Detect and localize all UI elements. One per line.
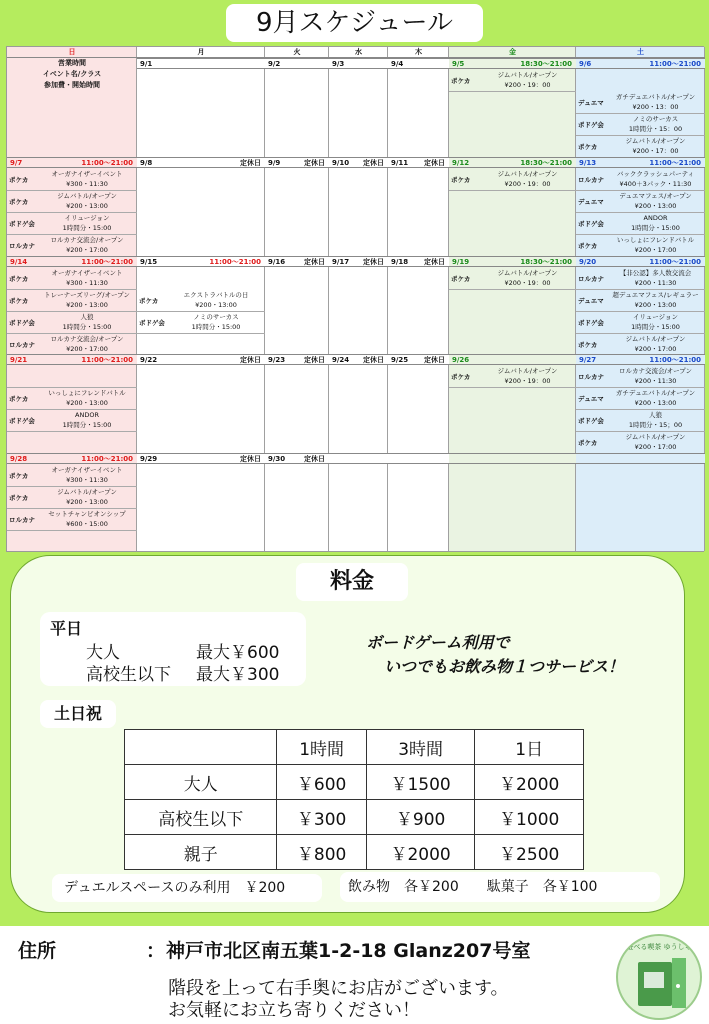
event-category: ポケカ [9, 176, 29, 184]
week-date-header [388, 453, 449, 464]
week-date-header [7, 256, 137, 267]
event-item [576, 136, 705, 158]
event-category: デュエマ [578, 297, 604, 305]
event-name: ジムバトル/オープン [497, 269, 558, 277]
event-time: ¥200・17:00 [634, 246, 677, 254]
week-date-header [137, 354, 265, 365]
service-line-2: いつでもお飲み物１つサービス！ [384, 657, 625, 676]
event-item [576, 169, 705, 191]
event-item [137, 290, 265, 312]
event-item [449, 70, 576, 92]
price-cell: 親子 [125, 835, 277, 870]
date-label: 9/4 [391, 60, 404, 68]
price-cell: ￥2000 [366, 835, 475, 870]
event-category: デュエマ [578, 198, 604, 206]
event-item [449, 169, 576, 191]
event-item [576, 334, 705, 356]
price-cell: ￥600 [277, 765, 366, 800]
event-item [576, 235, 705, 257]
date-label: 9/17 [332, 258, 350, 266]
event-category: ポケカ [9, 494, 29, 502]
hours-label: 定休日 [304, 258, 325, 266]
date-label: 9/29 [140, 455, 158, 463]
price-cell: ￥900 [366, 800, 475, 835]
event-category: ロルカナ [578, 373, 604, 381]
day-column [329, 47, 388, 551]
event-name: イリュージョン [64, 214, 110, 222]
day-column [388, 47, 449, 551]
date-label: 9/28 [10, 455, 28, 463]
date-label: 9/11 [391, 159, 409, 167]
hours-label: 11:00～21:00 [81, 159, 133, 167]
price-cell: ￥300 [277, 800, 366, 835]
event-name: ジムバトル/オープン [57, 488, 117, 496]
event-name: イリュージョン [632, 313, 679, 321]
event-time: ¥200・17:00 [634, 345, 677, 353]
event-time: ¥200・13:00 [634, 202, 677, 210]
hours-label: 定休日 [240, 159, 261, 167]
hours-label: 定休日 [363, 258, 384, 266]
week-date-header [329, 157, 388, 168]
price-cell: ￥2500 [475, 835, 584, 870]
event-time: ¥200・19：00 [504, 81, 551, 89]
event-name: ジムバトル/オープン [57, 192, 117, 200]
event-category: ロルカナ [578, 176, 604, 184]
event-category: ポケカ [9, 198, 29, 206]
event-time: ¥200・13:00 [66, 498, 108, 506]
shop-logo [616, 934, 702, 1020]
event-category: ポケカ [578, 242, 598, 250]
week-date-header [449, 453, 576, 464]
hours-label: 11:00～21:00 [649, 159, 701, 167]
week-date-header [265, 157, 329, 168]
event-name: ガチデュエバトル/オープン [615, 389, 696, 397]
price-header-cell [125, 730, 277, 765]
address-colon: ： [146, 940, 166, 962]
date-label: 9/21 [10, 356, 28, 364]
date-label: 9/24 [332, 356, 350, 364]
event-name: ジムバトル/オープン [625, 137, 686, 145]
event-item [137, 312, 265, 334]
event-time: ¥200・13:00 [66, 399, 108, 407]
week-date-header [265, 354, 329, 365]
week-date-header [576, 354, 705, 365]
event-name: 人狼 [80, 313, 94, 321]
hours-label: 11:00～21:00 [81, 356, 133, 364]
event-item [7, 388, 137, 410]
event-category: ポケカ [9, 297, 29, 305]
event-category: ボドゲ会 [578, 319, 604, 327]
week-date-header [388, 354, 449, 365]
day-header: 日 [7, 47, 137, 58]
weekday-fee-box [40, 612, 306, 686]
event-name: ジムバトル/オープン [497, 367, 558, 375]
date-label: 9/13 [579, 159, 597, 167]
event-time: ¥200・13:00 [66, 202, 108, 210]
event-category: ポドゲ会 [578, 121, 604, 129]
date-label: 9/18 [391, 258, 409, 266]
price-header-cell: 1時間 [277, 730, 366, 765]
event-category: ポケカ [451, 77, 471, 85]
event-time: ¥300・11:30 [66, 180, 108, 188]
event-time: ¥300・11:30 [66, 279, 108, 287]
event-name: バッククラッシュパーティ [616, 170, 695, 178]
event-item [7, 290, 137, 312]
event-category: ポケカ [578, 439, 598, 447]
date-label: 9/2 [268, 60, 281, 68]
event-time: ¥200・13:00 [634, 399, 677, 407]
week-date-header [388, 58, 449, 69]
page-title: 9月スケジュール [226, 4, 483, 42]
event-item [576, 432, 705, 454]
date-label: 9/15 [140, 258, 158, 266]
price-table-row [125, 800, 584, 835]
date-label: 9/19 [452, 258, 470, 266]
week-date-header [329, 256, 388, 267]
date-label: 9/20 [579, 258, 597, 266]
week-date-header [576, 453, 705, 464]
event-category: ポケカ [9, 275, 29, 283]
legend-labels [7, 58, 137, 91]
event-category: ロルカナ [578, 275, 604, 283]
hours-label: 11:00～21:00 [81, 258, 133, 266]
hours-label: 11:00～21:00 [209, 258, 261, 266]
event-time: 1時間分・15:00 [631, 224, 680, 232]
duel-space-note: デュエルスペースのみ利用 ￥200 [52, 874, 322, 902]
event-category: ポケカ [9, 472, 29, 480]
address-label: 住所 [18, 940, 57, 962]
hours-label: 18:30～21:00 [520, 258, 572, 266]
date-label: 9/3 [332, 60, 345, 68]
address: 神戸市北区南五葉1-2-18 Glanz207号室 [166, 940, 531, 962]
event-name: いっしょにフレンドバトル [48, 389, 126, 397]
week-date-header [137, 453, 265, 464]
price-table-row [125, 765, 584, 800]
hours-label: 11:00～21:00 [649, 60, 701, 68]
event-item [449, 268, 576, 290]
weekday-adult-label: 大人 [86, 643, 120, 663]
hours-label: 定休日 [424, 258, 445, 266]
event-item [7, 191, 137, 213]
date-label: 9/10 [332, 159, 350, 167]
date-label: 9/9 [268, 159, 281, 167]
week-date-header [449, 256, 576, 267]
event-time: ¥200・13:00 [195, 301, 237, 309]
week-date-header [137, 157, 265, 168]
event-time: ¥200・19：00 [504, 279, 551, 287]
event-time: 1時間分・15；00 [628, 421, 683, 429]
event-name: 【非公認】多人数交流会 [619, 269, 692, 277]
event-category: ポケカ [9, 395, 29, 403]
week-date-header [329, 354, 388, 365]
week-date-header [576, 256, 705, 267]
event-category: ボドゲ会 [9, 417, 35, 425]
event-item [576, 191, 705, 213]
event-item [7, 487, 137, 509]
weekday-label: 平日 [50, 619, 83, 638]
day-header: 土 [576, 47, 705, 58]
event-name: ロルカナ交流会/オープン [618, 367, 693, 375]
week-date-header [7, 453, 137, 464]
event-item [7, 312, 137, 334]
legend-line: 営業時間 [58, 59, 86, 67]
event-item [576, 312, 705, 334]
day-column [449, 47, 576, 551]
week-date-header [449, 157, 576, 168]
event-name: ジムバトル/オープン [625, 433, 686, 441]
hours-label: 定休日 [363, 159, 384, 167]
hours-label: 定休日 [424, 159, 445, 167]
event-category: ボドゲ会 [9, 220, 35, 228]
price-cell: ￥2000 [475, 765, 584, 800]
date-label: 9/25 [391, 356, 409, 364]
event-time: 1時間分・15：00 [628, 125, 683, 133]
hours-label: 定休日 [240, 455, 261, 463]
event-name: オーガナイザーイベント [51, 466, 123, 474]
drinks-note: 飲み物 各￥200 駄菓子 各￥100 [340, 872, 660, 902]
date-label: 9/12 [452, 159, 470, 167]
date-label: 9/7 [10, 159, 23, 167]
date-label: 9/14 [10, 258, 28, 266]
event-time: ¥200・19：00 [504, 377, 551, 385]
event-item [7, 465, 137, 487]
week-date-header [388, 256, 449, 267]
week-date-header [449, 58, 576, 69]
hours-label: 18:30～21:00 [520, 159, 572, 167]
event-item [7, 268, 137, 290]
date-label: 9/26 [452, 356, 470, 364]
date-label: 9/27 [579, 356, 597, 364]
price-table-header [125, 730, 584, 765]
date-label: 9/22 [140, 356, 158, 364]
event-time: ¥200・13:00 [66, 301, 108, 309]
event-item [7, 334, 137, 356]
event-item [7, 509, 137, 531]
event-time: ¥200・19：00 [504, 180, 551, 188]
event-name: ロルカナ交流会/オープン [50, 236, 124, 244]
event-name: ANDOR [643, 214, 668, 222]
footer [0, 926, 709, 1024]
price-header-cell: 3時間 [366, 730, 475, 765]
day-header: 水 [329, 47, 388, 58]
event-name: ジムバトル/オープン [497, 170, 558, 178]
fee-title: 料金 [296, 563, 408, 601]
event-item [576, 92, 705, 114]
event-category: ボドゲ会 [578, 220, 604, 228]
event-time: ¥200・17：00 [632, 147, 679, 155]
event-name: 人狼 [649, 411, 662, 419]
event-time: ¥200・17:00 [634, 443, 677, 451]
date-label: 9/5 [452, 60, 465, 68]
event-category: デュエマ [578, 395, 604, 403]
event-name: セットチャンピオンシップ [48, 510, 126, 518]
logo-text: 遊べる喫茶 ゆうしゃ [626, 943, 692, 951]
legend-line: 参加費・開始時間 [44, 81, 100, 89]
day-header: 金 [449, 47, 576, 58]
event-name: ノミのサーカス [193, 313, 239, 321]
event-time: ¥200・17:00 [66, 345, 108, 353]
event-item [576, 268, 705, 290]
event-time: 1時間分・15:00 [62, 421, 112, 429]
event-name: ガチデュエバトル/オープン [615, 93, 696, 101]
service-line-1: ボードゲーム利用で [366, 633, 510, 652]
event-time: ¥300・11:30 [66, 476, 108, 484]
week-date-header [449, 354, 576, 365]
event-time: ¥400＋3パック・11:30 [619, 180, 692, 188]
event-category: デュエマ [578, 99, 604, 107]
price-cell: 高校生以下 [125, 800, 277, 835]
week-date-header [7, 354, 137, 365]
event-time: 1時間分・15:00 [631, 323, 680, 331]
price-table-row [125, 835, 584, 870]
event-name: オーガナイザーイベント [51, 269, 123, 277]
event-category: ロルカナ [9, 341, 35, 349]
event-time: ¥200・11:30 [634, 377, 677, 385]
event-time: 1時間分・15:00 [191, 323, 241, 331]
event-category: ボドゲ会 [139, 319, 165, 327]
event-name: ANDOR [75, 411, 99, 419]
event-item [7, 213, 137, 235]
event-name: ノミのサーカス [632, 115, 679, 123]
event-item [7, 169, 137, 191]
date-label: 9/23 [268, 356, 286, 364]
date-label: 9/30 [268, 455, 286, 463]
address-note-1: 階段を上って右手奥にお店がございます。 [168, 978, 509, 999]
day-header: 木 [388, 47, 449, 58]
event-name: トレーナーズリーグ/オープン [44, 291, 130, 299]
week-date-header [388, 157, 449, 168]
hours-label: 定休日 [363, 356, 384, 364]
hours-label: 定休日 [240, 356, 261, 364]
event-item [576, 366, 705, 388]
week-date-header [576, 157, 705, 168]
hours-label: 定休日 [304, 356, 325, 364]
day-header: 火 [265, 47, 329, 58]
event-item [7, 366, 137, 388]
holiday-price-table [124, 729, 584, 870]
hours-label: 11:00～21:00 [649, 356, 701, 364]
weekday-student-label: 高校生以下 [86, 665, 171, 685]
legend-line: イベント名/クラス [42, 70, 102, 78]
event-category: ポケカ [578, 341, 598, 349]
hours-label: 11:00～21:00 [81, 455, 133, 463]
event-name: オーガナイザーイベント [51, 170, 123, 178]
schedule-calendar [6, 46, 704, 552]
price-cell: ￥1000 [475, 800, 584, 835]
event-item [7, 235, 137, 257]
event-category: ボドゲ会 [578, 417, 604, 425]
event-item [576, 213, 705, 235]
event-name: エクストラバトルの日 [183, 291, 249, 299]
event-category: ポケカ [451, 176, 471, 184]
date-label: 9/16 [268, 258, 286, 266]
week-date-header [576, 58, 705, 69]
price-header-cell: 1日 [475, 730, 584, 765]
hours-label: 18:30～21:00 [520, 60, 572, 68]
price-cell: ￥800 [277, 835, 366, 870]
event-category: ポケカ [451, 373, 471, 381]
hours-label: 定休日 [424, 356, 445, 364]
event-name: デュエマフェス/オープン [619, 192, 692, 200]
event-item [7, 410, 137, 432]
week-date-header [7, 157, 137, 168]
event-name: 超デュエマフェス/レギュラー [612, 291, 699, 299]
day-header: 月 [137, 47, 265, 58]
event-time: ¥200・13:00 [634, 301, 677, 309]
week-date-header [329, 453, 388, 464]
event-item [576, 388, 705, 410]
event-item [576, 410, 705, 432]
event-category: ポケカ [578, 143, 598, 151]
weekday-adult-price: 最大￥600 [196, 643, 280, 663]
event-category: ロルカナ [9, 242, 35, 250]
address-note-2: お気軽にお立ち寄りください！ [168, 1000, 420, 1021]
date-label: 9/1 [140, 60, 153, 68]
event-category: ロルカナ [9, 516, 35, 524]
event-item [576, 114, 705, 136]
event-name: ジムバトル/オープン [497, 71, 558, 79]
event-name: ロルカナ交流会/オープン [50, 335, 124, 343]
event-name: ジムバトル/オープン [625, 335, 686, 343]
event-time: ¥200・17:00 [66, 246, 108, 254]
event-category: ポケカ [451, 275, 471, 283]
event-time: ¥600・15:00 [66, 520, 108, 528]
day-column [265, 47, 329, 551]
hours-label: 定休日 [304, 159, 325, 167]
weekday-student-price: 最大￥300 [196, 665, 280, 685]
week-date-header [329, 58, 388, 69]
event-time: ¥200・13：00 [632, 103, 679, 111]
week-date-header [265, 256, 329, 267]
event-name: いっしょにフレンドバトル [616, 236, 695, 244]
week-date-header [265, 58, 329, 69]
week-date-header [137, 58, 265, 69]
date-label: 9/8 [140, 159, 153, 167]
holiday-label: 土日祝 [40, 700, 116, 728]
event-item [576, 290, 705, 312]
week-date-header [137, 256, 265, 267]
event-time: 1時間分・15:00 [62, 224, 112, 232]
hours-label: 定休日 [304, 455, 325, 463]
date-label: 9/6 [579, 60, 592, 68]
price-cell: 大人 [125, 765, 277, 800]
week-date-header [265, 453, 329, 464]
event-time: ¥200・11:30 [634, 279, 677, 287]
event-category: ボドゲ会 [9, 319, 35, 327]
price-cell: ￥1500 [366, 765, 475, 800]
hours-label: 11:00～21:00 [649, 258, 701, 266]
event-category: ポケカ [139, 297, 159, 305]
event-time: 1時間分・15:00 [62, 323, 112, 331]
event-item [449, 366, 576, 388]
